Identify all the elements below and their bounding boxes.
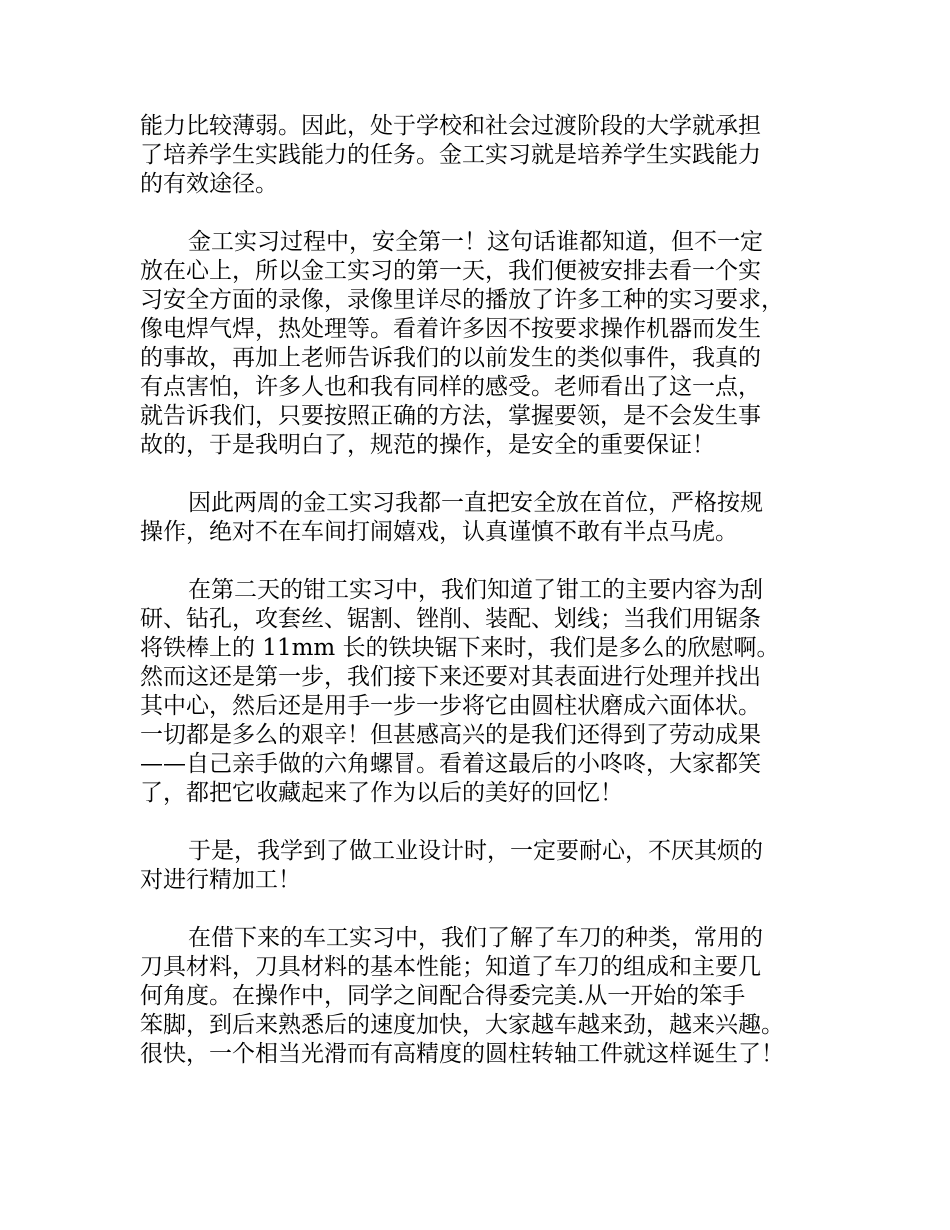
text-line: 何角度。在操作中，同学之间配合得委完美.从一开始的笨手 xyxy=(140,983,746,1009)
paragraph-gap xyxy=(140,547,830,576)
text-line: 有点害怕，许多人也和我有同样的感受。老师看出了这一点， xyxy=(140,374,761,400)
paragraph xyxy=(140,837,830,895)
text-line: 了，都把它收藏起来了作为以后的美好的回忆！ xyxy=(140,780,623,806)
text-line: 习安全方面的录像，录像里详尽的播放了许多工种的实习要求， xyxy=(140,287,784,313)
paragraph xyxy=(140,924,830,1069)
text-line: 金工实习过程中，安全第一！这句话谁都知道，但不一定 xyxy=(188,229,763,255)
text-line: 一切都是多么的艰辛！但甚感高兴的是我们还得到了劳动成果 xyxy=(140,722,761,748)
text-line: 然而这还是第一步，我们接下来还要对其表面进行处理并找出 xyxy=(140,664,761,690)
text-line: 放在心上，所以金工实习的第一天，我们便被安排去看一个实 xyxy=(140,258,761,284)
text-line: 在第二天的钳工实习中，我们知道了钳工的主要内容为刮 xyxy=(188,577,763,603)
text-line: 因此两周的金工实习我都一直把安全放在首位，严格按规 xyxy=(188,490,763,516)
paragraph-gap xyxy=(140,460,830,489)
text-line: ——自己亲手做的六角螺冒。看着这最后的小咚咚，大家都笑 xyxy=(140,751,761,777)
text-line: 像电焊气焊，热处理等。看着许多因不按要求操作机器而发生 xyxy=(140,316,761,342)
text-line: 刀具材料，刀具材料的基本性能；知道了车刀的组成和主要几 xyxy=(140,954,761,980)
paragraph-gap xyxy=(140,895,830,924)
text-line: 笨脚，到后来熟悉后的速度加快，大家越车越来劲，越来兴趣。 xyxy=(140,1012,784,1038)
paragraph xyxy=(140,112,830,199)
paragraph xyxy=(140,576,830,808)
text-line: 在借下来的车工实习中，我们了解了车刀的种类，常用的 xyxy=(188,925,763,951)
text-line: 操作，绝对不在车间打闹嬉戏，认真谨慎不敢有半点马虎。 xyxy=(140,519,738,545)
text-line: 很快，一个相当光滑而有高精度的圆柱转轴工件就这样诞生了！ xyxy=(140,1041,784,1067)
text-line: 了培养学生实践能力的任务。金工实习就是培养学生实践能力 xyxy=(140,142,761,168)
text-line: 的事故，再加上老师告诉我们的以前发生的类似事件，我真的 xyxy=(140,345,761,371)
text-line: 其中心，然后还是用手一步一步将它由圆柱状磨成六面体状。 xyxy=(140,693,761,719)
document-body xyxy=(140,112,830,1069)
text-line: 的有效途径。 xyxy=(140,171,278,197)
paragraph-gap xyxy=(140,199,830,228)
text-line: 于是，我学到了做工业设计时，一定要耐心，不厌其烦的 xyxy=(188,838,763,864)
paragraph xyxy=(140,489,830,547)
text-line: 故的，于是我明白了，规范的操作，是安全的重要保证！ xyxy=(140,432,715,458)
paragraph-gap xyxy=(140,808,830,837)
paragraph xyxy=(140,228,830,460)
text-line: 就告诉我们，只要按照正确的方法，掌握要领，是不会发生事 xyxy=(140,403,761,429)
text-line: 对进行精加工！ xyxy=(140,867,301,893)
text-line: 研、钻孔，攻套丝、锯割、锉削、装配、划线；当我们用锯条 xyxy=(140,606,761,632)
text-line: 能力比较薄弱。因此，处于学校和社会过渡阶段的大学就承担 xyxy=(140,113,761,139)
text-line: 将铁棒上的 11mm 长的铁块锯下来时，我们是多么的欣慰啊。 xyxy=(140,635,780,661)
